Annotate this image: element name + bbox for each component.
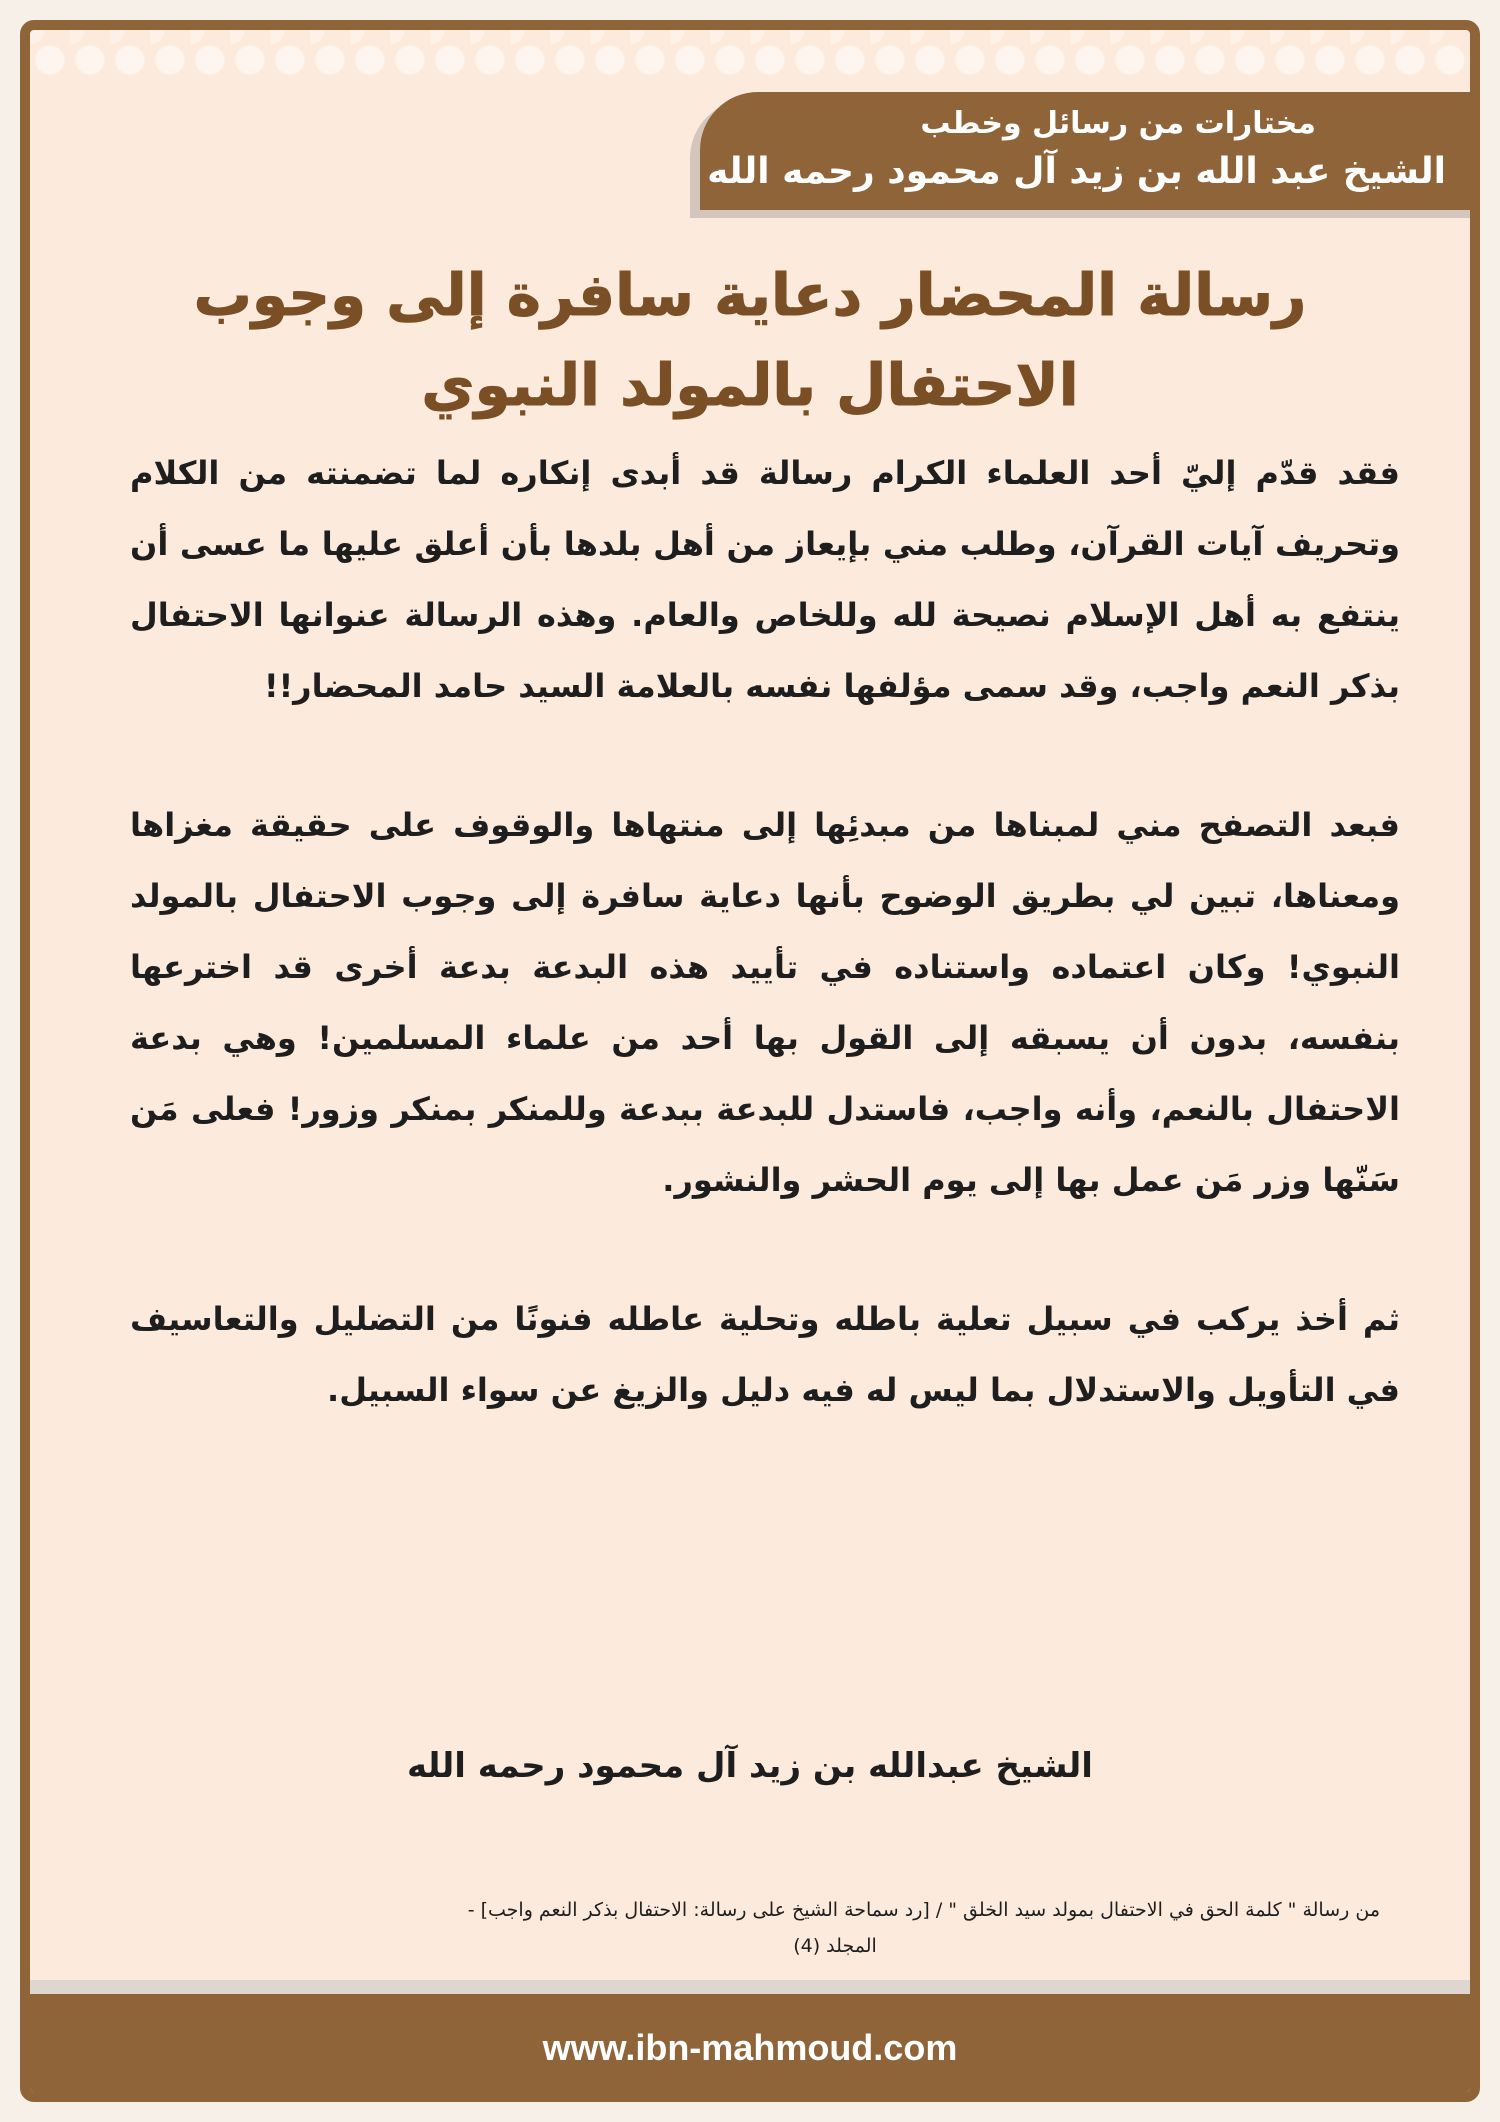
title-line-2: الاحتفال بالمولد النبوي <box>421 351 1079 419</box>
paragraph-2: فبعد التصفح مني لمبناها من مبدئِها إلى منتهاها والوقوف على حقيقة مغزاها ومعناها، تبين لي بطريق الوضوح بأنها دعاية سافرة إلى وجوب الاحتفال بالمولد النبوي! وكان اعتماده واستناده في تأييد هذه البدعة بدعة أخرى قد اخترعها بنفسه، بدون أن يسبقه إلى القول بها أحد من علماء المسلمين! وهي بدعة الاحتفال بالنعم، وأنه واجب، فاستدل للبدعة ببدعة وللمنكر بمنكر وزور! فعلى مَن سَنّها وزر مَن عمل بها إلى يوم الحشر والنشور. <box>130 806 1400 1199</box>
series-title: مختارات من رسائل وخطب <box>920 106 1316 141</box>
paragraph-3: ثم أخذ يركب في سبيل تعلية باطله وتحلية عاطله فنونًا من التضليل والتعاسيف في التأويل والاستدلال بما ليس له فيه دليل والزيغ عن سواء السبيل. <box>130 1300 1400 1409</box>
source-line-1: من رسالة " كلمة الحق في الاحتفال بمولد سيد الخلق " / [رد سماحة الشيخ على رسالة: الاحتفال بذكر النعم واجب] - <box>467 1899 1380 1921</box>
footer-bar <box>30 1994 1470 2092</box>
header-banner <box>700 92 1480 210</box>
source-volume: المجلد (4) <box>793 1935 877 1957</box>
article-body <box>130 438 1400 1426</box>
page-frame <box>20 20 1480 2102</box>
website-link[interactable]: www.ibn-mahmoud.com <box>542 2027 958 2068</box>
footer-divider <box>30 1980 1470 1994</box>
page-title <box>110 250 1390 430</box>
signature: الشيخ عبدالله بن زيد آل محمود رحمه الله <box>407 1746 1093 1786</box>
source-citation <box>150 1892 1380 1964</box>
author-name: الشيخ عبد الله بن زيد آل محمود رحمه الله <box>707 151 1446 192</box>
decorative-pattern <box>30 30 1470 90</box>
paragraph-1: فقد قدّم إليّ أحد العلماء الكرام رسالة قد أبدى إنكاره لما تضمنته من الكلام وتحريف آيات القرآن، وطلب مني بإيعاز من أهل بلدها بأن أعلق عليها ما عسى أن ينتفع به أهل الإسلام نصيحة لله وللخاص والعام. وهذه الرسالة عنوانها الاحتفال بذكر النعم واجب، وقد سمى مؤلفها نفسه بالعلامة السيد حامد المحضار!! <box>130 454 1400 705</box>
title-line-1: رسالة المحضار دعاية سافرة إلى وجوب <box>193 261 1307 329</box>
